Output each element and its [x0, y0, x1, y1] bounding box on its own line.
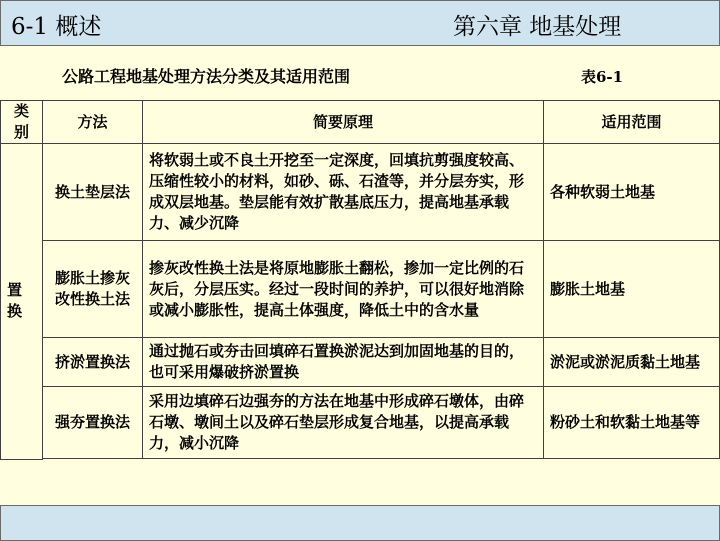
method-cell: 换土垫层法 — [43, 144, 143, 241]
principle-cell: 采用边填碎石边强夯的方法在地基中形成碎石墩体，由碎石墩、墩间土以及碎石垫层形成复合地基，以提高承载力，减小沉降 — [143, 387, 544, 459]
method-cell: 挤淤置换法 — [43, 338, 143, 387]
scope-cell: 膨胀土地基 — [544, 241, 720, 338]
table-row-empty — [1, 459, 720, 460]
header-bar — [0, 0, 720, 46]
table-number: 表6-1 — [581, 68, 624, 86]
scope-cell: 粉砂土和软黏土地基等 — [544, 387, 720, 459]
table-row — [1, 387, 720, 459]
method-cell: 膨胀土掺灰改性换土法 — [43, 241, 143, 338]
footer-bar — [0, 505, 720, 541]
principle-cell: 通过抛石或夯击回填碎石置换淤泥达到加固地基的目的，也可采用爆破挤淤置换 — [143, 338, 544, 387]
table-row — [1, 338, 720, 387]
section-title: 6-1 概述 — [11, 14, 102, 40]
principle-cell: 将软弱土或不良土开挖至一定深度，回填抗剪强度较高、压缩性较小的材料，如砂、砾、石渣等，并分层夯实，形成双层地基。垫层能有效扩散基底压力，提高地基承载力、减少沉降 — [143, 144, 544, 241]
scope-cell: 淤泥或淤泥质黏土地基 — [544, 338, 720, 387]
table-row — [1, 144, 720, 241]
principle-cell: 掺灰改性换土法是将原地膨胀土翻松，掺加一定比例的石灰后，分层压实。经过一段时间的养护，可以很好地消除或减小膨胀性，提高土体强度，降低土中的含水量 — [143, 241, 544, 338]
column-header-scope: 适用范围 — [544, 101, 720, 144]
column-header-method: 方法 — [43, 101, 143, 144]
table-row — [1, 241, 720, 338]
table-header-row — [1, 101, 720, 144]
category-char: 置 — [7, 281, 23, 300]
column-header-principle: 简要原理 — [143, 101, 544, 144]
methods-table — [0, 100, 720, 460]
category-char: 换 — [7, 302, 23, 321]
method-cell: 强夯置换法 — [43, 387, 143, 459]
scope-cell: 各种软弱土地基 — [544, 144, 720, 241]
column-header-category: 类别 — [1, 101, 43, 144]
chapter-title: 第六章 地基处理 — [453, 14, 622, 40]
category-cell — [1, 144, 43, 460]
table-title: 公路工程地基处理方法分类及其适用范围 — [62, 67, 351, 86]
